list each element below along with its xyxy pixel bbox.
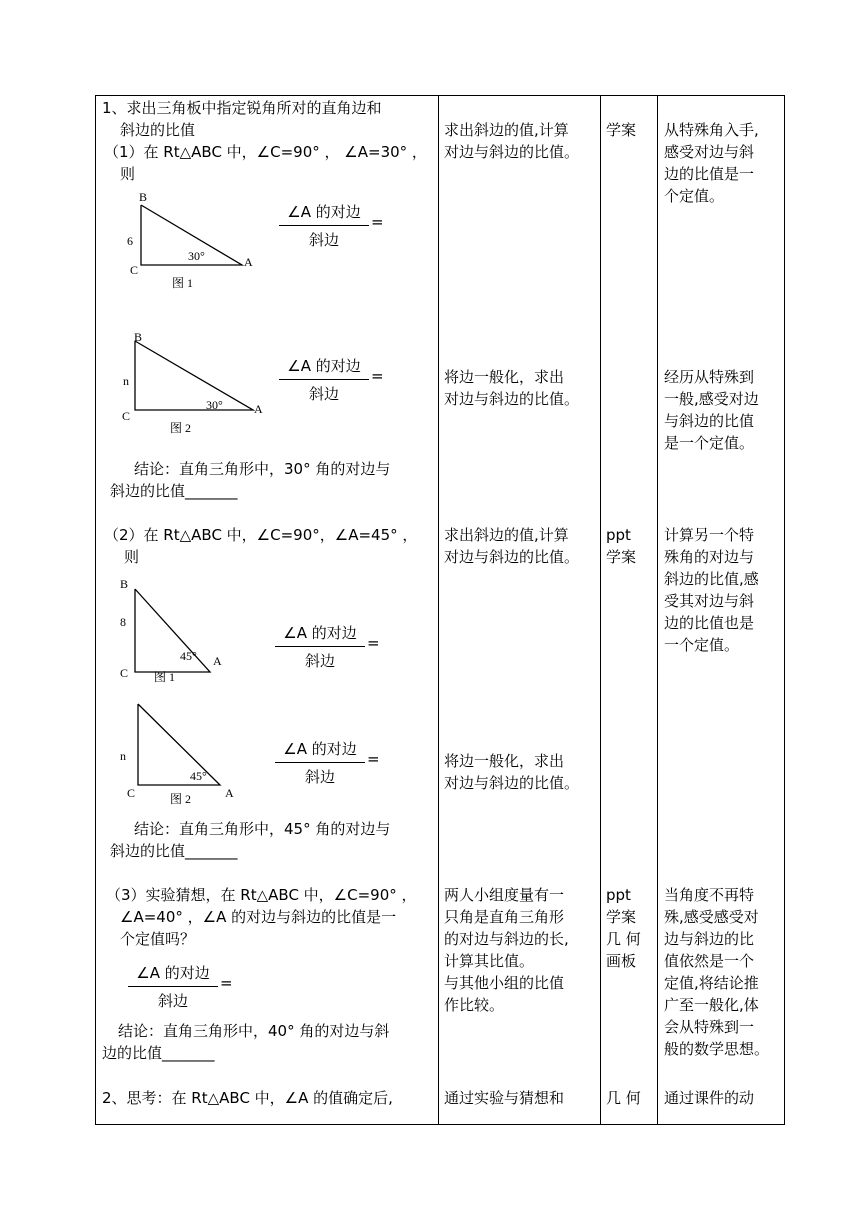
intent-text: 殊角的对边与 [664,548,755,566]
resource-text: ppt [606,526,631,544]
question-3-line2: ∠A=40° ，∠A 的对边与斜边的比值是一 [120,908,397,926]
activity-text: 将边一般化，求出 [444,752,565,770]
side-label: n [120,749,126,763]
fraction-bar [279,379,369,380]
activity-text: 作比较。 [444,996,505,1014]
intent-text: 定值,将结论推 [664,974,759,992]
vertex-b-label: B [120,577,129,591]
vertex-c-label: C [130,263,139,277]
conclusion-30-line2: 斜边的比值_______ [110,482,238,500]
intent-text: 般的数学思想。 [664,1040,770,1058]
vertex-a-label: A [244,255,253,269]
activity-text: 将边一般化，求出 [444,368,565,386]
equals-sign: = [367,750,380,768]
activity-text: 两人小组度量有一 [444,886,565,904]
activity-text: 对边与斜边的比值。 [444,774,580,792]
intent-text: 广至一般化,体 [664,996,759,1014]
activity-text: 对边与斜边的比值。 [444,548,580,566]
intent-text: 与斜边的比值 [664,412,755,430]
fraction-denominator: 斜边 [157,992,188,1010]
fraction-bar [275,762,365,763]
intent-text: 当角度不再特 [664,886,755,904]
triangle-figure-30-a [127,190,253,290]
figure-caption: 图 1 [154,670,176,684]
angle-label: 30° [206,398,223,412]
fraction-numerator: ∠A 的对边 [287,203,361,221]
fraction-denominator: 斜边 [304,768,335,786]
task-1-title-line2: 斜边的比值 [120,121,196,139]
fraction-denominator: 斜边 [308,385,339,403]
fraction-denominator: 斜边 [304,652,335,670]
question-1-line1: （1）在 Rt△ABC 中，∠C=90° ， ∠A=30° ， [104,143,427,161]
activity-text: 求出斜边的值,计算 [444,121,569,139]
resource-text: ppt [606,886,631,904]
conclusion-40-line2: 边的比值_______ [102,1044,215,1062]
intent-text: 殊,感受感受对 [664,908,759,926]
fraction-bar [128,986,218,987]
intent-text: 感受对边与斜 [664,143,755,161]
vertex-c-label: C [122,409,131,423]
triangle-figure-45-b [120,704,234,806]
triangle-figure-45-a [120,577,222,684]
task-1-title-line1: 1、求出三角板中指定锐角所对的直角边和 [102,99,382,117]
intent-text: 边的比值也是 [664,614,755,632]
figure-caption: 图 2 [170,421,192,435]
activity-text: 通过实验与猜想和 [444,1089,565,1107]
intent-text: 经历从特殊到 [664,368,755,386]
figure-caption: 图 2 [170,792,192,806]
intent-text: 斜边的比值,感 [664,570,759,588]
activity-text: 与其他小组的比值 [444,974,565,992]
vertex-a-label: A [225,786,234,800]
activity-text: 求出斜边的值,计算 [444,526,569,544]
intent-text: 是一个定值。 [664,434,755,452]
fraction-bar [275,646,365,647]
resource-text: 画板 [606,952,637,970]
triangle-figure-30-b [122,330,263,435]
vertex-b-label: B [139,190,148,204]
vertex-a-label: A [213,654,222,668]
intent-text: 受其对边与斜 [664,592,755,610]
intent-text: 通过课件的动 [664,1089,755,1107]
angle-label: 30° [188,249,205,263]
activity-text: 的对边与斜边的长, [444,930,569,948]
resource-text: 几 何 [606,930,641,948]
conclusion-45-line2: 斜边的比值_______ [110,842,238,860]
intent-text: 从特殊角入手, [664,121,759,139]
figure-caption: 图 1 [172,276,194,290]
equals-sign: = [367,634,380,652]
vertex-b-label: B [134,330,143,344]
question-3-line1: （3）实验猜想，在 Rt△ABC 中，∠C=90° ， [106,886,417,904]
angle-label: 45° [180,649,197,663]
side-label: 6 [127,234,133,248]
activity-text: 只角是直角三角形 [444,908,565,926]
question-1-line2: 则 [120,165,136,183]
task-2-title: 2、思考：在 Rt△ABC 中，∠A 的值确定后, [102,1089,393,1107]
conclusion-45-line1: 结论：直角三角形中，45° 角的对边与 [134,820,391,838]
intent-text: 边与斜边的比 [664,930,755,948]
side-label: n [123,374,129,388]
activity-text: 对边与斜边的比值。 [444,390,580,408]
vertex-c-label: C [127,786,136,800]
resource-text: 几 何 [606,1089,641,1107]
resource-text: 学案 [606,121,637,139]
question-2-line1: （2）在 Rt△ABC 中，∠C=90°，∠A=45° ， [104,526,418,544]
conclusion-40-line1: 结论：直角三角形中，40° 角的对边与斜 [118,1022,390,1040]
question-3-line3: 个定值吗？ [120,930,196,948]
intent-text: 值依然是一个 [664,952,755,970]
equals-sign: = [220,974,233,992]
equals-sign: = [371,367,384,385]
intent-text: 计算另一个特 [664,526,755,544]
intent-text: 会从特殊到一 [664,1018,755,1036]
fraction-numerator: ∠A 的对边 [283,624,357,642]
intent-text: 一般,感受对边 [664,390,759,408]
fraction-denominator: 斜边 [308,231,339,249]
fraction-numerator: ∠A 的对边 [287,357,361,375]
question-2-line2: 则 [124,548,140,566]
activity-text: 对边与斜边的比值。 [444,143,580,161]
fraction-numerator: ∠A 的对边 [283,740,357,758]
intent-text: 边的比值是一 [664,165,755,183]
side-label: 8 [120,615,126,629]
vertex-a-label: A [254,402,263,416]
intent-text: 一个定值。 [664,636,740,654]
fraction-bar [279,225,369,226]
equals-sign: = [371,213,384,231]
conclusion-30-line1: 结论：直角三角形中，30° 角的对边与 [134,460,391,478]
intent-text: 个定值。 [664,187,725,205]
vertex-c-label: C [120,666,129,680]
resource-text: 学案 [606,548,637,566]
resource-text: 学案 [606,908,637,926]
angle-label: 45° [190,769,207,783]
activity-text: 计算其比值。 [444,952,535,970]
fraction-numerator: ∠A 的对边 [136,964,210,982]
